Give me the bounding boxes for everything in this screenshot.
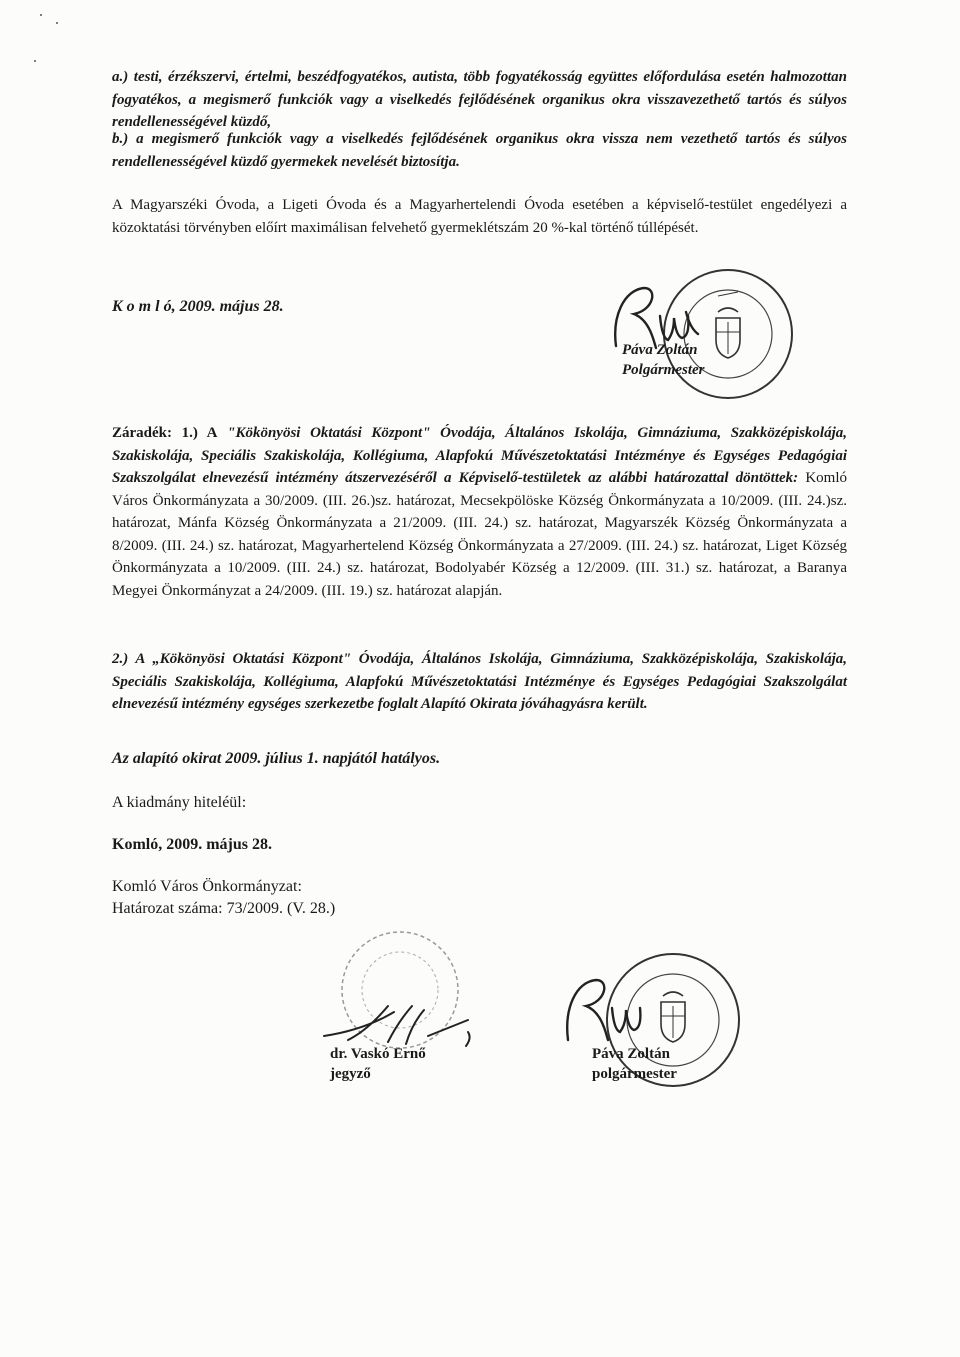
scan-speck <box>40 14 42 16</box>
place-date-1-text: K o m l ó, 2009. május 28. <box>112 298 284 315</box>
mayor-2-title: polgármester <box>592 1066 677 1082</box>
effective-date-text: Az alapító okirat 2009. július 1. napjától hatályos. <box>112 750 441 767</box>
notary-block <box>330 1044 426 1084</box>
notary-title: jegyző <box>330 1066 371 1082</box>
effective-date <box>112 748 847 771</box>
notary-name: dr. Vaskó Ernő <box>330 1046 426 1062</box>
paragraph-ovoda-text: A Magyarszéki Óvoda, a Ligeti Óvoda és a Magyarhertelendi Óvoda esetében a képviselő-testület engedélyezi a közoktatási törvényben előírt maximálisan felvehető gyermeklétszám 20 %-kal történő túllépését. <box>112 197 847 236</box>
clause-2 <box>112 648 847 716</box>
clause-1-italic-text: "Kökönyösi Oktatási Központ" Óvodája, Általános Iskolája, Gimnáziuma, Szakközépiskolája, Szakiskolája, Speciális Szakiskolája, Kollégiuma, Alapfokú Művészetoktatási Intézménye és Egységes Pedagógiai Szakszolgálat elnevezésű intézmény átszervezéséről a Képviselő-testületek az alábbi határozattal döntöttek: <box>112 425 848 486</box>
decision-number: Határozat száma: 73/2009. (V. 28.) <box>112 900 336 917</box>
mayor-1-name: Páva Zoltán <box>622 342 698 358</box>
mayor-2-name: Páva Zoltán <box>592 1046 670 1062</box>
clause-1 <box>112 422 847 602</box>
place-date-2 <box>112 834 847 857</box>
mayor-1-block <box>622 340 705 380</box>
scan-speck <box>34 60 36 62</box>
paragraph-ovoda <box>112 194 847 239</box>
clause-2-text: 2.) A „Kökönyösi Oktatási Központ" Óvodája, Általános Iskolája, Gimnáziuma, Szakközépiskolája, Szakiskolája, Speciális Szakiskolája, Kollégiuma, Alapfokú Művészetoktatási Intézménye és Egységes Pedagógiai Szakszolgálat elnevezésű intézmény egységes szerkezetbe foglalt Alapító Okirata jóváhagyásra került. <box>112 651 847 712</box>
mayor-1-title: Polgármester <box>622 362 705 378</box>
certification <box>112 792 847 815</box>
paragraph-a <box>112 66 847 134</box>
mayor-2-block <box>592 1044 677 1084</box>
paragraph-b-text: b.) a megismerő funkciók vagy a viselkedés fejlődésének organikus okra vissza nem vezethető tartós és súlyos rendellenességével küzdő gyermekek nevelését biztosítja. <box>112 131 847 170</box>
place-date-2-text: Komló, 2009. május 28. <box>112 836 272 853</box>
mayor-signature-2 <box>556 968 666 1048</box>
certification-text: A kiadmány hiteléül: <box>112 794 247 811</box>
issuer-block <box>112 876 847 920</box>
clause-1-number: 1.) A <box>181 425 218 441</box>
clause-label: Záradék: <box>112 425 172 441</box>
clause-1-plain-text: Komló Város Önkormányzata a 30/2009. (III. 26.)sz. határozat, Mecsekpölöske Község Önkormányzata a 10/2009. (III. 24.)sz. határozat, Mánfa Község Önkormányzata a 21/2009. (III. 24.) sz. határozat, Magyarszék Község Önkormányzata a 8/2009. (III. 24.) sz. határozat, Magyarhertelend Község Önkormányzata a 27/2009. (III. 24.) sz. határozat, Liget Község Önkormányzata a 10/2009. (III. 24.) sz. határozat, Bodolyabér Község a 12/2009. (III. 31.) sz. határozat, a Baranya Megyei Önkormányzat a 24/2009. (III. 19.) sz. határozat alapján. <box>112 470 847 599</box>
place-date-1 <box>112 296 412 319</box>
issuer-text: Komló Város Önkormányzat: <box>112 878 302 895</box>
scan-speck <box>56 22 58 24</box>
paragraph-b <box>112 128 847 173</box>
paragraph-a-text: a.) testi, érzékszervi, értelmi, beszédfogyatékos, autista, több fogyatékosság együttes előfordulása esetén halmozottan fogyatékos, a megismerő funkciók vagy a viselkedés fejlődésének organikus okra visszavezethető tartós és súlyos rendellenességével küzdő, <box>112 69 847 130</box>
